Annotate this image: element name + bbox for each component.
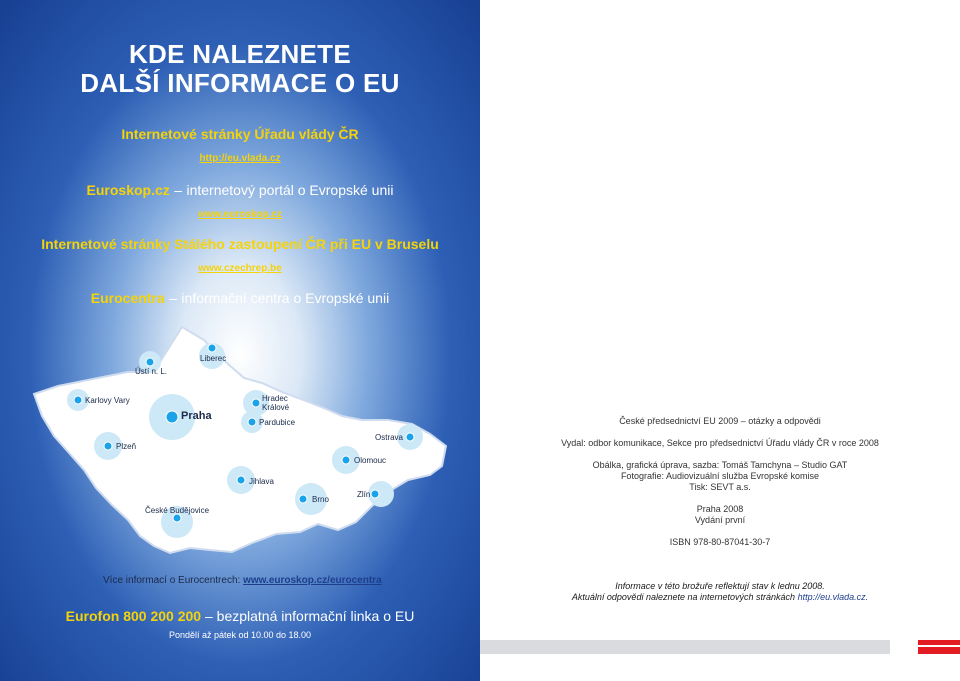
dot-karlovy-vary (74, 396, 82, 404)
imprint-isbn: ISBN 978-80-87041-30-7 (669, 537, 771, 547)
city-label-olomouc: Olomouc (354, 456, 387, 465)
imprint-print: Tisk: SEVT a.s. (689, 482, 751, 492)
imprint-title: České předsednictví EU 2009 – otázky a odpovědi (619, 416, 821, 426)
eurofon-hours: Pondělí až pátek od 10.00 do 18.00 (168, 630, 312, 640)
link-lead: Euroskop.cz (86, 182, 170, 198)
more-info-text: Více informací o Eurocentrech: (103, 575, 241, 586)
note-line2 (480, 592, 960, 602)
city-label-usti: Ústí n. L. (135, 367, 168, 376)
link-block-czechrep (0, 236, 480, 254)
right-panel (480, 0, 960, 681)
city-label-liberec: Liberec (200, 354, 227, 363)
link-lead: Eurocentra (90, 290, 165, 306)
link-desc: informační centra o Evropské unii (181, 290, 390, 306)
dot-budejovice (173, 514, 181, 522)
link-url-row (0, 258, 480, 276)
city-label-pardubice: Pardubice (259, 418, 296, 427)
dash-separator: – (174, 182, 183, 198)
city-label-plzen: Plzeň (116, 442, 137, 451)
imprint-cover: Obálka, grafická úprava, sazba: Tomáš Tamchyna – Studio GAT (592, 460, 848, 470)
city-label-hradec: Hradec Králové (262, 394, 290, 412)
city-label-karlovy-vary: Karlovy Vary (85, 396, 130, 405)
link-lead: Internetové stránky Stálého zastoupení ČR při EU v Bruselu (41, 236, 439, 252)
link-desc: internetový portál o Evropské unii (186, 182, 394, 198)
more-info-link[interactable]: www.euroskop.cz/eurocentra (243, 575, 382, 586)
dot-pardubice (248, 418, 256, 426)
dot-praha (166, 411, 178, 423)
imprint-edition: Vydání první (694, 515, 746, 525)
imprint-publisher: Vydal: odbor komunikace, Sekce pro předsednictví Úřadu vlády ČR v roce 2008 (561, 438, 879, 448)
city-label-budejovice: České Budějovice (145, 506, 210, 515)
city-label-jihlava: Jihlava (249, 477, 274, 486)
page-title-line2: DALŠÍ INFORMACE O EU (80, 68, 400, 98)
imprint-place: Praha 2008 (696, 504, 744, 514)
link-url-euroskop[interactable]: www.euroskop.cz (197, 209, 283, 220)
dot-jihlava (237, 476, 245, 484)
more-info (103, 575, 382, 586)
note-link[interactable]: http://eu.vlada.cz. (797, 592, 869, 602)
dot-liberec (208, 344, 216, 352)
red-flag-box (918, 640, 960, 654)
dot-ostrava (406, 433, 414, 441)
dot-plzen (104, 442, 112, 450)
city-label-brno: Brno (312, 495, 329, 504)
bottom-gray-bar (480, 640, 890, 654)
eurofon-desc: bezplatná informační linka o EU (216, 608, 415, 624)
link-lead: Internetové stránky Úřadu vlády ČR (121, 126, 359, 142)
link-url-row (0, 204, 480, 222)
note-text: Aktuální odpovědi naleznete na internetových stránkách (571, 592, 796, 602)
dot-zlin (371, 490, 379, 498)
dot-hradec (252, 399, 260, 407)
city-label-praha: Praha (181, 410, 212, 422)
dash-separator: – (204, 608, 213, 624)
link-block-vlada (0, 126, 480, 144)
city-label-ostrava: Ostrava (375, 433, 404, 442)
page-title-line1: KDE NALEZNETE (128, 39, 352, 69)
note-line1: Informace v této brožuře reflektují stav k lednu 2008. (615, 581, 825, 591)
eurofon-number: Eurofon 800 200 200 (65, 608, 202, 624)
eurofon-line (0, 608, 480, 624)
city-label-zlin: Zlín (357, 490, 371, 499)
dot-olomouc (342, 456, 350, 464)
link-url-vlada[interactable]: http://eu.vlada.cz (199, 153, 281, 164)
dot-usti (146, 358, 154, 366)
dash-separator: – (169, 290, 177, 306)
imprint-photos: Fotografie: Audiovizuální služba Evropské komise (620, 471, 820, 481)
white-stripe (918, 645, 960, 647)
link-block-euroskop (0, 182, 480, 200)
dot-brno (299, 495, 307, 503)
czech-map (0, 320, 480, 570)
link-block-eurocentra (0, 290, 480, 308)
link-url-czechrep[interactable]: www.czechrep.be (198, 263, 282, 274)
link-url-row (0, 148, 480, 166)
